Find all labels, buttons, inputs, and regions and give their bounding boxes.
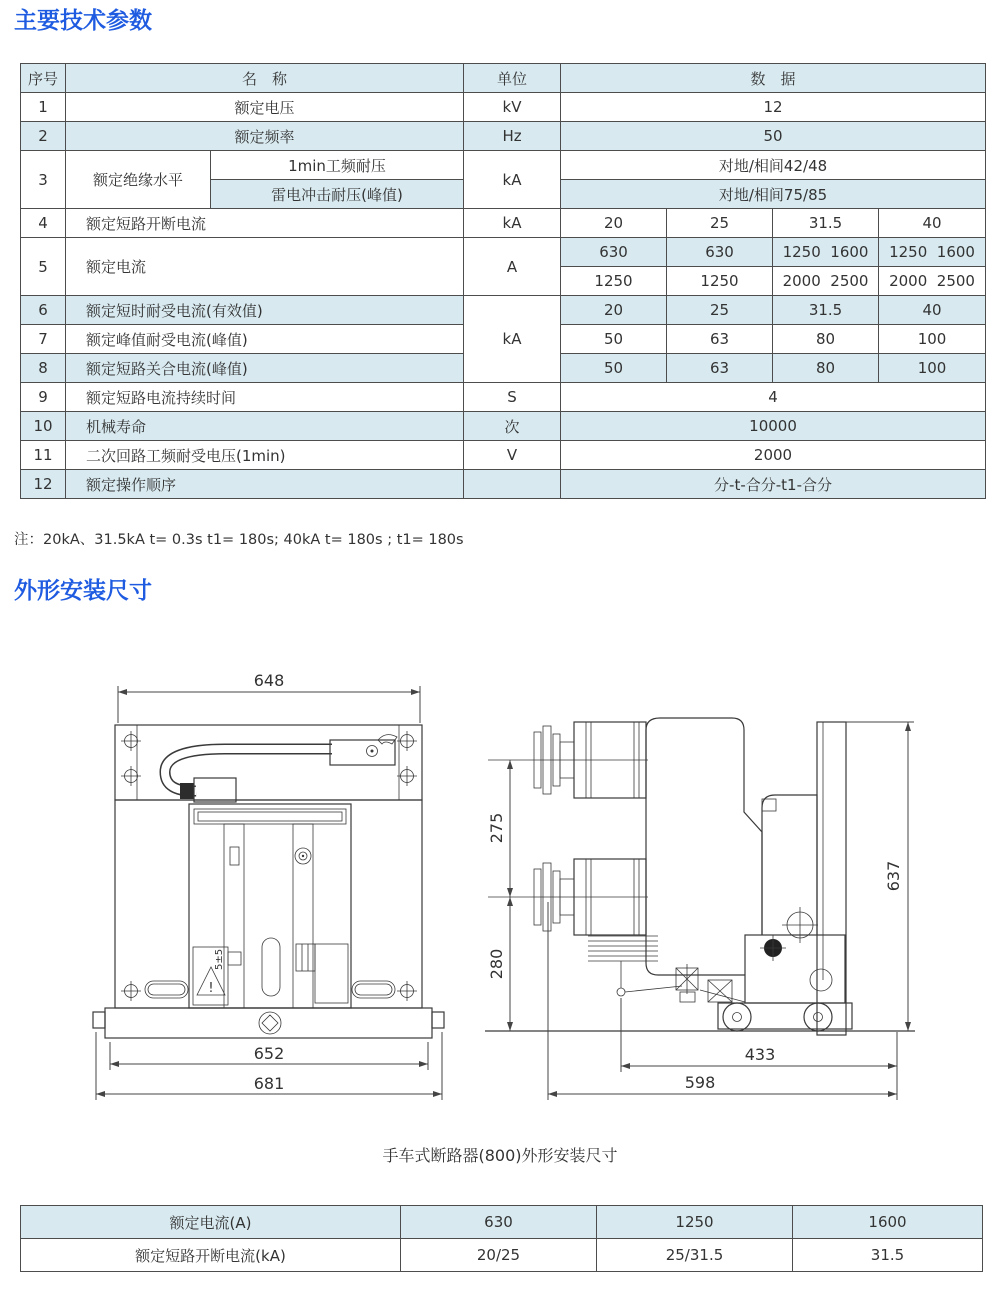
r4-unit: kA [464,209,561,238]
dim-front-top-width: 648 [253,671,285,690]
r6-d1: 20 [561,296,667,325]
dim-side-lower-height: 280 [487,948,506,980]
r3-no: 3 [21,151,66,209]
r6-d2: 25 [667,296,773,325]
r9-no: 9 [21,383,66,412]
r7-d2: 63 [667,325,773,354]
bt-r2-c1: 20/25 [401,1239,597,1272]
r9-name: 额定短路电流持续时间 [66,383,464,412]
r8-d4: 100 [879,354,986,383]
r5-b1: 1250 [561,267,667,296]
r11-data: 2000 [561,441,986,470]
svg-text:!: ! [208,981,214,996]
r4-d3: 31.5 [773,209,879,238]
header-data: 数 据 [561,64,986,93]
r10-no: 10 [21,412,66,441]
outline-dimension-drawings [0,650,1000,1120]
header-unit: 单位 [464,64,561,93]
r5-a2: 630 [667,238,773,267]
r8-d1: 50 [561,354,667,383]
r4-no: 4 [21,209,66,238]
section2-title: 外形安装尺寸 [14,578,152,604]
wheel [804,1003,832,1031]
r6-no: 6 [21,296,66,325]
mounting-hole-marker [397,731,417,751]
mounting-hole-marker [397,981,417,1001]
r9-data: 4 [561,383,986,412]
header-name: 名 称 [66,64,464,93]
r12-unit [464,470,561,499]
r10-unit: 次 [464,412,561,441]
mounting-hole-marker [121,981,141,1001]
r8-d2: 63 [667,354,773,383]
dim-side-overall-depth: 598 [684,1073,716,1092]
cable-loop [165,749,332,802]
r4-d1: 20 [561,209,667,238]
bt-r1-c3: 1600 [793,1206,983,1239]
pivot-point-marker [760,935,786,961]
r5-b4: 2000 2500 [879,267,986,296]
r4-d2: 25 [667,209,773,238]
r12-data: 分-t-合分-t1-合分 [561,470,986,499]
section1-title: 主要技术参数 [14,8,152,34]
dim-front-overall-width: 681 [253,1074,285,1093]
r7-no: 7 [21,325,66,354]
cable-connector [330,735,397,765]
r3-data1: 对地/相间42/48 [561,151,986,180]
header-no: 序号 [21,64,66,93]
adjust-hole-marker [782,907,818,943]
r9-unit: S [464,383,561,412]
r5-a3: 1250 1600 [773,238,879,267]
dim-side-total-height: 637 [884,860,903,892]
bt-r1-c2: 1250 [597,1206,793,1239]
r3-data2: 对地/相间75/85 [561,180,986,209]
r11-unit: V [464,441,561,470]
r11-no: 11 [21,441,66,470]
r6-name: 额定短时耐受电流(有效值) [66,296,464,325]
r2-no: 2 [21,122,66,151]
r1-no: 1 [21,93,66,122]
r8-no: 8 [21,354,66,383]
r5-b3: 2000 2500 [773,267,879,296]
table-footnote: 注：20kA、31.5kA t= 0.3s t1= 180s; 40kA t= 180s ; t1= 180s [14,532,464,548]
rating-summary-table [20,1205,983,1272]
r5-name: 额定电流 [66,238,464,296]
mounting-hole-marker [121,766,141,786]
r2-unit: Hz [464,122,561,151]
r7-d4: 100 [879,325,986,354]
dim-front-base-width: 652 [253,1044,285,1063]
r4-d4: 40 [879,209,986,238]
r1-name: 额定电压 [66,93,464,122]
bt-r2-c3: 31.5 [793,1239,983,1272]
r12-name: 额定操作顺序 [66,470,464,499]
r7-name: 额定峰值耐受电流(峰值) [66,325,464,354]
r5-unit: A [464,238,561,296]
bt-r1-c1: 630 [401,1206,597,1239]
r7-d1: 50 [561,325,667,354]
r5-no: 5 [21,238,66,296]
r10-data: 10000 [561,412,986,441]
dim-side-inner-depth: 433 [744,1045,776,1064]
spring-coil [588,936,682,996]
r3-unit: kA [464,151,561,209]
r3-sub2: 雷电冲击耐压(峰值) [211,180,464,209]
dim-side-upper-height: 275 [487,812,506,844]
bt-r2-label: 额定短路开断电流(kA) [21,1239,401,1272]
main-parameters-table [20,63,986,499]
r6-d4: 40 [879,296,986,325]
mounting-hole-marker [397,766,417,786]
r4-name: 额定短路开断电流 [66,209,464,238]
r5-b2: 1250 [667,267,773,296]
tolerance-mark: 5±5 [214,948,225,970]
r11-name: 二次回路工频耐受电压(1min) [66,441,464,470]
mounting-hole-marker [121,731,141,751]
r10-name: 机械寿命 [66,412,464,441]
r2-data: 50 [561,122,986,151]
r8-name: 额定短路关合电流(峰值) [66,354,464,383]
side-view-drawing [485,718,915,1100]
bt-r1-label: 额定电流(A) [21,1206,401,1239]
r12-no: 12 [21,470,66,499]
r8-d3: 80 [773,354,879,383]
r1-unit: kV [464,93,561,122]
r5-a4: 1250 1600 [879,238,986,267]
r5-a1: 630 [561,238,667,267]
front-view-drawing [93,671,444,1100]
r6-unit: kA [464,296,561,383]
r6-d3: 31.5 [773,296,879,325]
r3-sub1: 1min工频耐压 [211,151,464,180]
drawing-caption: 手车式断路器(800)外形安装尺寸 [382,1146,618,1165]
r3-name: 额定绝缘水平 [66,151,211,209]
r1-data: 12 [561,93,986,122]
diamond-emblem-icon [259,1012,281,1034]
wheel [723,1003,751,1031]
r7-d3: 80 [773,325,879,354]
bolt-assembly [676,964,745,1002]
bt-r2-c2: 25/31.5 [597,1239,793,1272]
r2-name: 额定频率 [66,122,464,151]
